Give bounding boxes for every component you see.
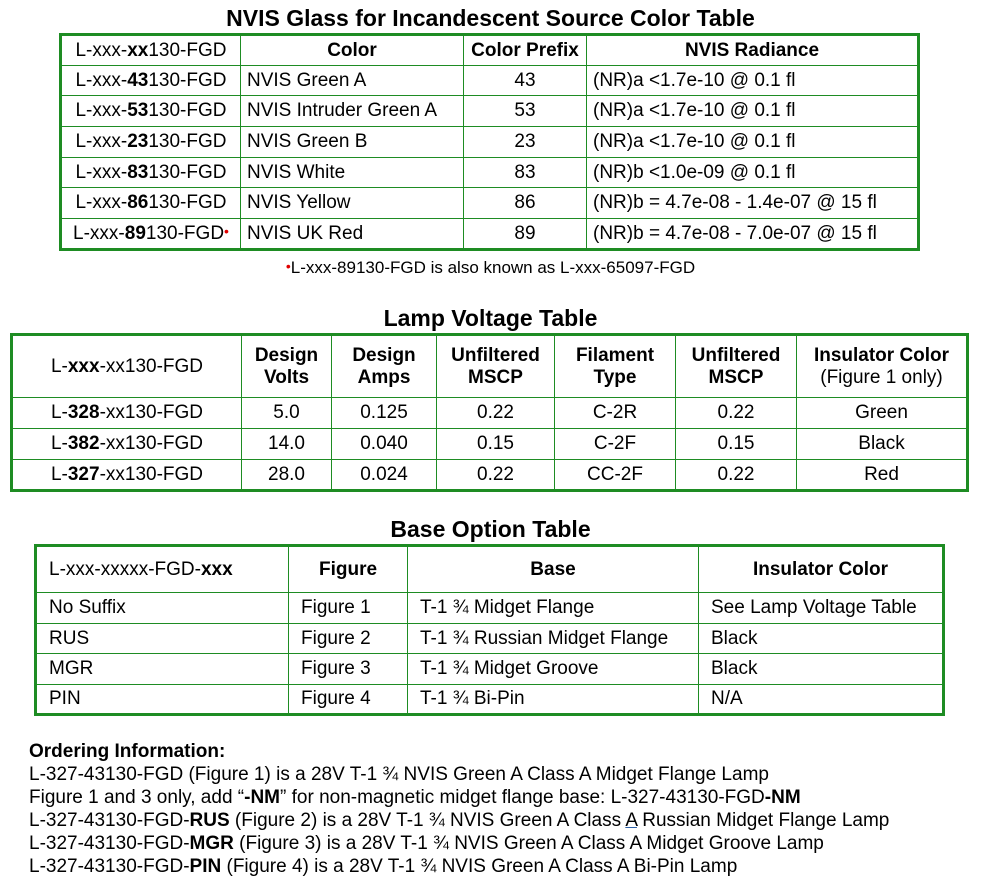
figure-cell: Figure 3 <box>289 654 408 685</box>
part-number-cell: L-327-xx130-FGD <box>12 460 242 491</box>
table-row <box>61 158 919 188</box>
base-cell: T-1 ¾ Bi-Pin <box>408 685 699 715</box>
filament-cell: CC-2F <box>555 460 676 491</box>
base-option-table <box>34 544 945 716</box>
base-cell: T-1 ¾ Russian Midget Flange <box>408 624 699 654</box>
radiance-cell: (NR)a <1.7e-10 @ 0.1 fl <box>587 96 919 127</box>
color-cell: NVIS Green B <box>241 127 464 158</box>
table-header-row <box>36 546 944 593</box>
filament-type-header: Filament Type <box>555 335 676 398</box>
part-number-cell: L-382-xx130-FGD <box>12 429 242 460</box>
volts-cell: 14.0 <box>242 429 332 460</box>
figure-cell: Figure 4 <box>289 685 408 715</box>
part-number-cell: L-xxx-83130-FGD <box>61 158 241 188</box>
ordering-heading: Ordering Information: <box>29 741 226 762</box>
base-cell: T-1 ¾ Midget Groove <box>408 654 699 685</box>
filament-cell: C-2F <box>555 429 676 460</box>
voltage-table-title: Lamp Voltage Table <box>383 305 598 331</box>
insulator-cell: Red <box>797 460 968 491</box>
table-row <box>36 654 944 685</box>
ordering-line-2: Figure 1 and 3 only, add “-NM” for non-magnetic midget flange base: L-327-43130-FGD-NM <box>29 787 801 808</box>
table-row <box>12 460 968 491</box>
mscp-cell: 0.22 <box>437 398 555 429</box>
base-header: Base <box>408 546 699 593</box>
suffix-cell: PIN <box>36 685 289 715</box>
unfiltered-mscp-header-2: Unfiltered MSCP <box>676 335 797 398</box>
insulator-cell: Black <box>699 624 944 654</box>
table-row <box>61 219 919 250</box>
table-row <box>12 429 968 460</box>
insulator-color-header: Insulator Color <box>699 546 944 593</box>
ordering-information <box>29 740 889 878</box>
color-cell: NVIS UK Red <box>241 219 464 250</box>
volts-cell: 5.0 <box>242 398 332 429</box>
prefix-cell: 83 <box>464 158 587 188</box>
radiance-cell: (NR)a <1.7e-10 @ 0.1 fl <box>587 127 919 158</box>
mscp-cell-2: 0.22 <box>676 460 797 491</box>
color-table <box>59 33 920 251</box>
ordering-line-1: L-327-43130-FGD (Figure 1) is a 28V T-1 ¾ NVIS Green A Class A Midget Flange Lamp <box>29 764 769 785</box>
figure-cell: Figure 1 <box>289 593 408 624</box>
insulator-color-header: Insulator Color (Figure 1 only) <box>797 335 968 398</box>
filament-cell: C-2R <box>555 398 676 429</box>
radiance-cell: (NR)b = 4.7e-08 - 7.0e-07 @ 15 fl <box>587 219 919 250</box>
suffix-cell: No Suffix <box>36 593 289 624</box>
table-header-row <box>61 35 919 66</box>
suffix-cell: MGR <box>36 654 289 685</box>
color-table-title: NVIS Glass for Incandescent Source Color Table <box>226 5 755 31</box>
base-cell: T-1 ¾ Midget Flange <box>408 593 699 624</box>
color-cell: NVIS Yellow <box>241 188 464 219</box>
prefix-cell: 23 <box>464 127 587 158</box>
part-number-cell: L-328-xx130-FGD <box>12 398 242 429</box>
table-row <box>36 685 944 715</box>
table-row <box>36 593 944 624</box>
mscp-cell-2: 0.22 <box>676 398 797 429</box>
part-number-header: L-xxx-xx130-FGD <box>61 35 241 66</box>
part-number-cell: L-xxx-86130-FGD <box>61 188 241 219</box>
amps-cell: 0.040 <box>332 429 437 460</box>
design-amps-header: Design Amps <box>332 335 437 398</box>
radiance-cell: (NR)b = 4.7e-08 - 1.4e-07 @ 15 fl <box>587 188 919 219</box>
unfiltered-mscp-header: Unfiltered MSCP <box>437 335 555 398</box>
ordering-line-3: L-327-43130-FGD-RUS (Figure 2) is a 28V T-1 ¾ NVIS Green A Class A Russian Midget Flange Lamp <box>29 810 890 831</box>
figure-cell: Figure 2 <box>289 624 408 654</box>
part-number-header: L-xxx-xx130-FGD <box>12 335 242 398</box>
nvis-radiance-header: NVIS Radiance <box>587 35 919 66</box>
part-number-cell: L-xxx-89130-FGD• <box>61 219 241 250</box>
footnote-marker: • <box>285 258 291 274</box>
color-prefix-header: Color Prefix <box>464 35 587 66</box>
table-header-row <box>12 335 968 398</box>
prefix-cell: 53 <box>464 96 587 127</box>
figure-header: Figure <box>289 546 408 593</box>
design-volts-header: Design Volts <box>242 335 332 398</box>
part-number-header: L-xxx-xxxxx-FGD-xxx <box>36 546 289 593</box>
color-cell: NVIS White <box>241 158 464 188</box>
table-row <box>61 188 919 219</box>
color-table-note: •L-xxx-89130-FGD is also known as L-xxx-65097-FGD <box>285 258 696 277</box>
part-number-cell: L-xxx-23130-FGD <box>61 127 241 158</box>
prefix-cell: 86 <box>464 188 587 219</box>
insulator-cell: Black <box>797 429 968 460</box>
base-table-title: Base Option Table <box>390 516 591 542</box>
table-row <box>61 66 919 96</box>
part-number-cell: L-xxx-53130-FGD <box>61 96 241 127</box>
radiance-cell: (NR)a <1.7e-10 @ 0.1 fl <box>587 66 919 96</box>
prefix-cell: 89 <box>464 219 587 250</box>
radiance-cell: (NR)b <1.0e-09 @ 0.1 fl <box>587 158 919 188</box>
insulator-cell: N/A <box>699 685 944 715</box>
table-row <box>12 398 968 429</box>
amps-cell: 0.125 <box>332 398 437 429</box>
insulator-cell: Green <box>797 398 968 429</box>
insulator-cell: See Lamp Voltage Table <box>699 593 944 624</box>
footnote-marker: • <box>224 222 229 239</box>
ordering-line-5: L-327-43130-FGD-PIN (Figure 4) is a 28V T-1 ¾ NVIS Green A Class A Bi-Pin Lamp <box>29 856 738 877</box>
color-cell: NVIS Green A <box>241 66 464 96</box>
mscp-cell: 0.22 <box>437 460 555 491</box>
volts-cell: 28.0 <box>242 460 332 491</box>
prefix-cell: 43 <box>464 66 587 96</box>
table-row <box>61 127 919 158</box>
ordering-line-4: L-327-43130-FGD-MGR (Figure 3) is a 28V T-1 ¾ NVIS Green A Class A Midget Groove Lamp <box>29 833 824 854</box>
suffix-cell: RUS <box>36 624 289 654</box>
mscp-cell: 0.15 <box>437 429 555 460</box>
part-number-cell: L-xxx-43130-FGD <box>61 66 241 96</box>
mscp-cell-2: 0.15 <box>676 429 797 460</box>
amps-cell: 0.024 <box>332 460 437 491</box>
color-header: Color <box>241 35 464 66</box>
table-row <box>36 624 944 654</box>
voltage-table <box>10 333 969 492</box>
color-cell: NVIS Intruder Green A <box>241 96 464 127</box>
insulator-cell: Black <box>699 654 944 685</box>
table-row <box>61 96 919 127</box>
